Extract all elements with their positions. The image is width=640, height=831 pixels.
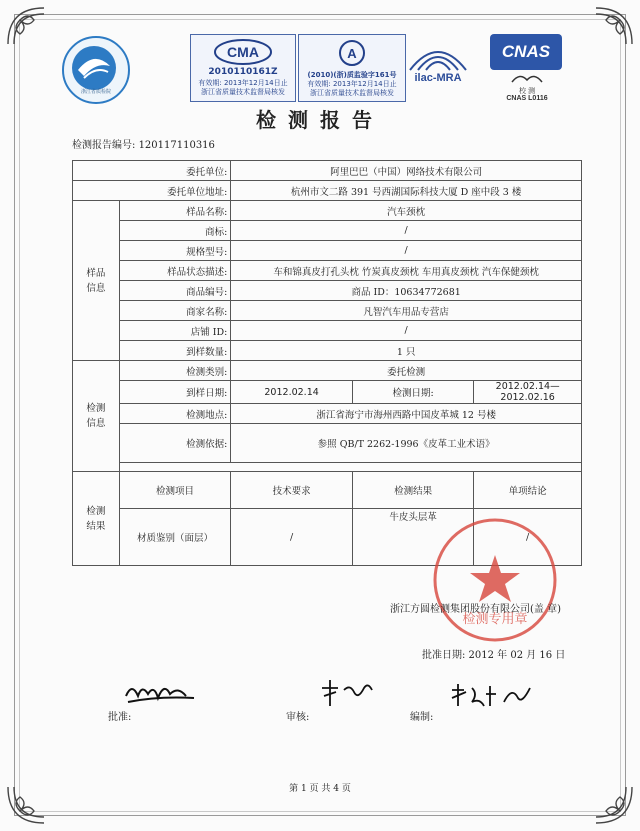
- cma-certificate: [190, 34, 296, 102]
- table-row: [73, 261, 582, 281]
- ilac-icon: [402, 40, 474, 72]
- ilac-text: ilac-MRA: [414, 72, 462, 84]
- table-row: [73, 381, 582, 404]
- client-address-value: 杭州市文二路 391 号西湖国际科技大厦 D 座中段 3 楼: [231, 181, 582, 201]
- result-group-label: [73, 472, 120, 566]
- table-row: [73, 321, 582, 341]
- review-label: 审核:: [286, 712, 310, 723]
- sample-field-label: 商标:: [119, 221, 230, 241]
- cal-issuer: 浙江省质量技术监督局核发: [310, 89, 394, 97]
- result-value: 牛皮头层革: [352, 509, 473, 529]
- institute-logo-icon: [62, 36, 130, 104]
- test-basis-label: 检测依据:: [119, 424, 230, 463]
- corner-ornament-icon: [592, 4, 636, 48]
- test-date-value: 2012.02.14—2012.02.16: [474, 381, 582, 404]
- result-header-conclusion: 单项结论: [474, 472, 582, 509]
- table-row: [73, 221, 582, 241]
- sample-field-label: 规格型号:: [119, 241, 230, 261]
- result-header-req: 技术要求: [231, 472, 353, 509]
- test-group-text: 检测 信息: [86, 403, 106, 429]
- sample-field-label: 店铺 ID:: [119, 321, 230, 341]
- approver-signature: [122, 678, 202, 708]
- client-value: 阿里巴巴（中国）网络技术有限公司: [231, 161, 582, 181]
- result-header-item: 检测项目: [119, 472, 230, 509]
- sample-field-value: /: [231, 321, 582, 341]
- sample-group-text: 样品 信息: [86, 267, 106, 294]
- report-number-value: 120117110316: [138, 140, 215, 151]
- cma-issuer: 浙江省质量技术监督局核发: [201, 88, 285, 96]
- accreditation-logos: [60, 30, 590, 110]
- report-number: [72, 136, 215, 151]
- table-row: [73, 161, 582, 181]
- organization-name: 浙江方圆检测集团股份有限公司(盖 章): [390, 604, 561, 615]
- result-item: 材质鉴别（面层）: [119, 509, 230, 566]
- sample-field-value: 汽车颈枕: [231, 201, 582, 221]
- sample-group-label: [73, 201, 120, 361]
- table-row: [73, 472, 582, 509]
- test-type-label: 检测类别:: [119, 361, 230, 381]
- table-row: [73, 201, 582, 221]
- sample-field-value: /: [231, 241, 582, 261]
- report-table: [72, 160, 582, 566]
- test-group-label: [73, 361, 120, 472]
- table-row: [73, 281, 582, 301]
- compiler-signature: [448, 680, 534, 712]
- cnas-label: 校 测: [519, 88, 535, 95]
- sample-field-value: 商品 ID：10634772681: [231, 281, 582, 301]
- arrive-date-label: 到样日期:: [119, 381, 230, 404]
- table-row: [73, 181, 582, 201]
- client-address-label: 委托单位地址:: [73, 181, 231, 201]
- page-footer: 第 1 页 共 4 页: [289, 784, 351, 794]
- sample-field-value: 凡智汽车用品专营店: [231, 301, 582, 321]
- arrive-date-value: 2012.02.14: [231, 381, 353, 404]
- compile-label: 编制:: [410, 712, 434, 723]
- svg-text:A: A: [347, 46, 357, 61]
- table-row: [73, 424, 582, 463]
- ilac-mra-logo: [402, 40, 474, 90]
- test-type-value: 委托检测: [231, 361, 582, 381]
- sample-field-value: /: [231, 221, 582, 241]
- cma-icon: [213, 39, 273, 65]
- svg-text:CMA: CMA: [227, 44, 259, 60]
- table-row: [73, 301, 582, 321]
- result-conclusion: /: [474, 509, 582, 566]
- cma-number: 2010110161Z: [208, 67, 278, 77]
- sample-field-value: 车和锦真皮打孔头枕 竹炭真皮颈枕 车用真皮颈枕 汽车保健颈枕: [231, 261, 582, 281]
- cnas-logo: [488, 34, 566, 104]
- client-label: 委托单位:: [73, 161, 231, 181]
- sample-field-label: 样品状态描述:: [119, 261, 230, 281]
- table-row: [73, 241, 582, 261]
- result-header-result: 检测结果: [352, 472, 473, 509]
- table-row: [73, 361, 582, 381]
- seal-text: 检测专用章: [462, 612, 528, 627]
- institute-logo-text: 浙江省质检院: [80, 89, 111, 95]
- cal-certificate: [298, 34, 406, 102]
- test-date-label: 检测日期:: [352, 381, 473, 404]
- cnas-hands-icon: [510, 72, 544, 86]
- corner-ornament-icon: [4, 4, 48, 48]
- sample-field-label: 商家名称:: [119, 301, 230, 321]
- result-requirement: /: [231, 509, 353, 566]
- sample-field-label: 商品编号:: [119, 281, 230, 301]
- result-group-text: 检测 结果: [86, 505, 106, 532]
- cma-valid: 有效期: 2013年12月14日止: [198, 79, 288, 87]
- approval-date: 批准日期: 2012 年 02 月 16 日: [422, 650, 566, 661]
- spacer-cell: [119, 463, 581, 472]
- test-place-label: 检测地点:: [119, 404, 230, 424]
- sample-field-value: 1 只: [231, 341, 582, 361]
- sample-field-label: 到样数量:: [119, 341, 230, 361]
- cal-icon: [332, 39, 372, 67]
- cnas-code: CNAS L0116: [506, 95, 548, 102]
- sample-field-label: 样品名称:: [119, 201, 230, 221]
- test-basis-value: 参照 QB/T 2262-1996《皮革工业术语》: [231, 424, 582, 463]
- test-place-value: 浙江省海宁市海州西路中国皮革城 12 号楼: [231, 404, 582, 424]
- cnas-badge: CNAS: [490, 34, 562, 70]
- cal-valid: 有效期: 2013年12月14日止: [307, 80, 397, 88]
- table-row: [73, 341, 582, 361]
- cal-number: (2010)(浙)质监验字161号: [307, 71, 397, 79]
- table-row: [73, 404, 582, 424]
- report-number-label: 检测报告编号:: [72, 140, 136, 151]
- reviewer-signature: [318, 676, 378, 710]
- approve-label: 批准:: [108, 712, 132, 723]
- table-spacer-row: [73, 463, 582, 472]
- official-seal: [430, 515, 560, 645]
- page-title: 检测报告: [256, 108, 384, 132]
